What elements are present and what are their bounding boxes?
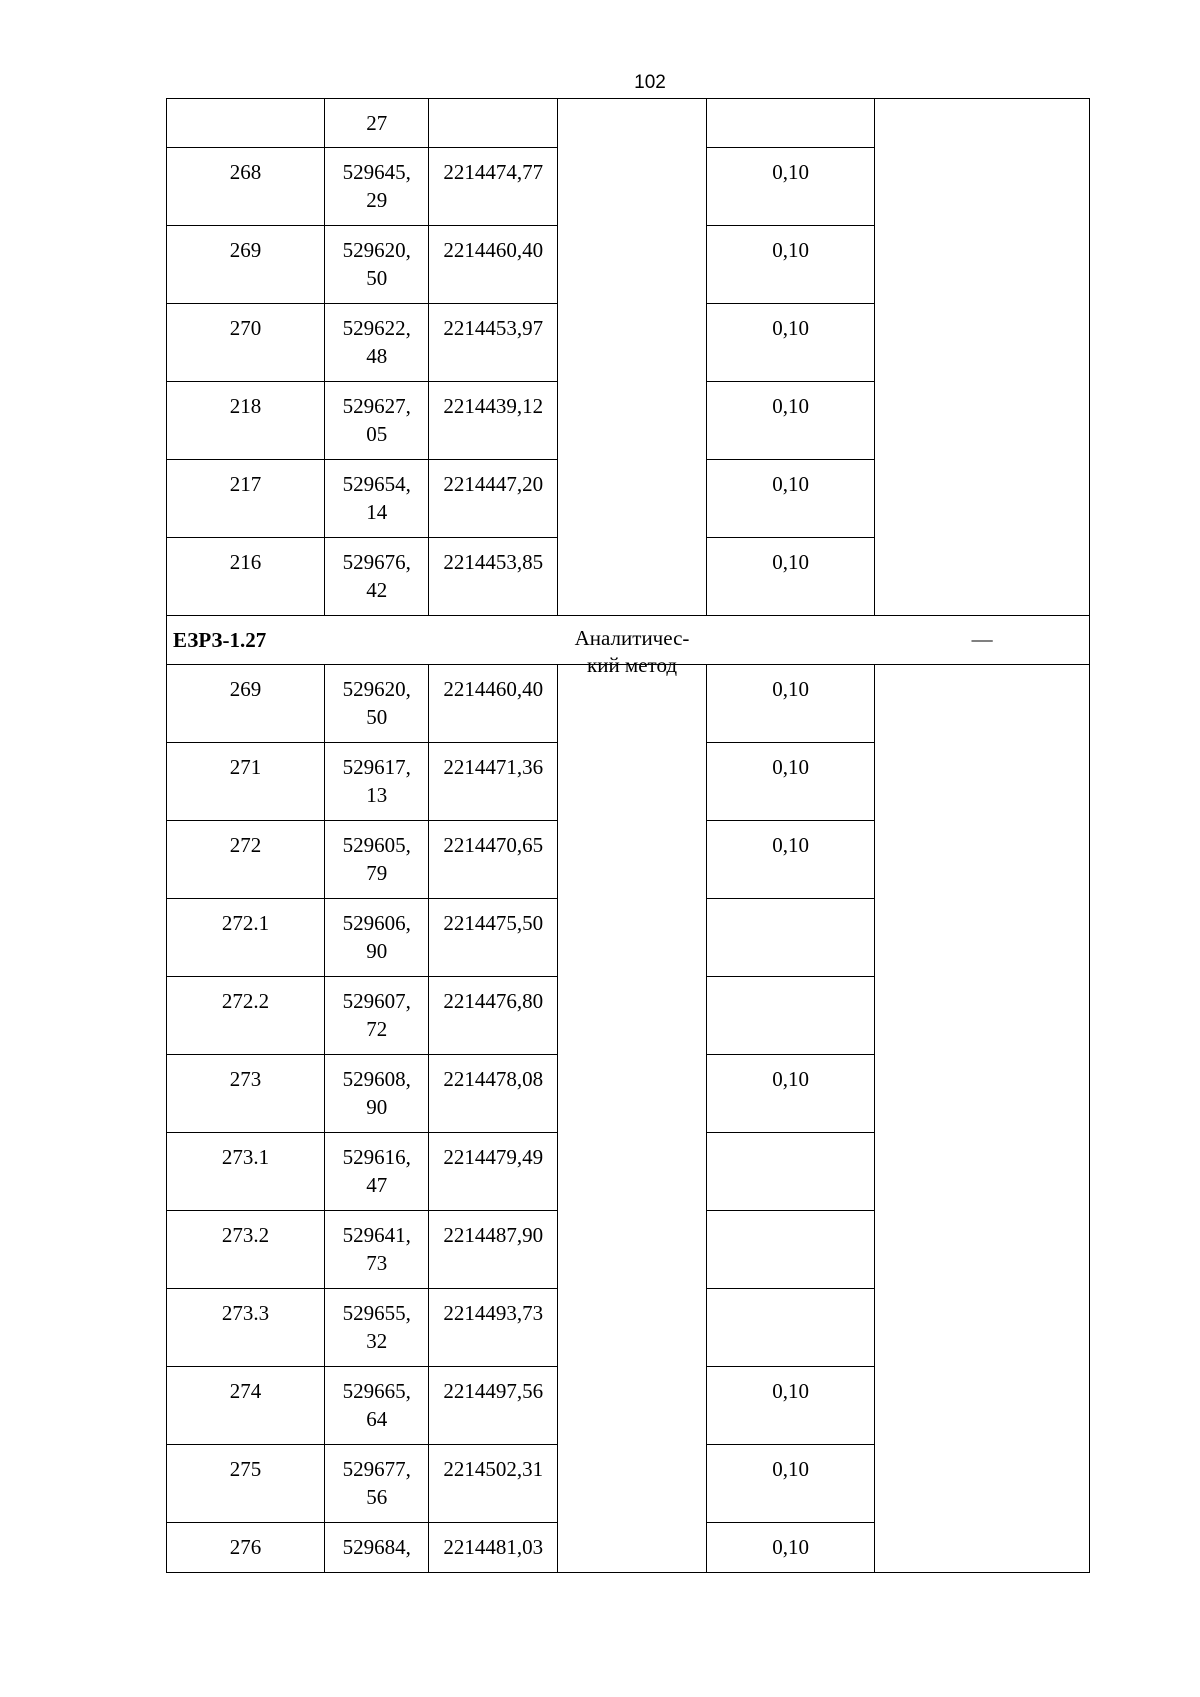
point-number-cell <box>167 99 325 148</box>
point-number-cell: 269 <box>167 665 325 743</box>
precision-cell: 0,10 <box>706 1055 874 1133</box>
x-coordinate-cell: 529616, 47 <box>325 1133 429 1211</box>
precision-cell <box>706 1289 874 1367</box>
point-number-cell: 272.2 <box>167 977 325 1055</box>
x-coordinate-cell: 529655, 32 <box>325 1289 429 1367</box>
table-row <box>167 665 1090 743</box>
y-coordinate-cell: 2214493,73 <box>429 1289 558 1367</box>
y-coordinate-cell: 2214502,31 <box>429 1445 558 1523</box>
method-cell <box>558 99 707 616</box>
x-coordinate-cell: 529627, 05 <box>325 382 429 460</box>
x-coordinate-cell: 529620, 50 <box>325 665 429 743</box>
y-coordinate-cell: 2214497,56 <box>429 1367 558 1445</box>
precision-cell: 0,10 <box>706 538 874 616</box>
point-number-cell: 270 <box>167 304 325 382</box>
y-coordinate-cell: 2214453,97 <box>429 304 558 382</box>
precision-cell: 0,10 <box>706 148 874 226</box>
precision-cell <box>706 977 874 1055</box>
y-coordinate-cell: 2214481,03 <box>429 1523 558 1573</box>
x-coordinate-cell: 529645, 29 <box>325 148 429 226</box>
y-coordinate-cell: 2214453,85 <box>429 538 558 616</box>
x-coordinate-cell: 529622, 48 <box>325 304 429 382</box>
point-number-cell: 218 <box>167 382 325 460</box>
point-number-cell: 272.1 <box>167 899 325 977</box>
x-coordinate-cell: 529605, 79 <box>325 821 429 899</box>
precision-cell: 0,10 <box>706 226 874 304</box>
y-coordinate-cell: 2214479,49 <box>429 1133 558 1211</box>
precision-cell: 0,10 <box>706 665 874 743</box>
point-number-cell: 269 <box>167 226 325 304</box>
precision-cell: 0,10 <box>706 304 874 382</box>
point-number-cell: 268 <box>167 148 325 226</box>
method-text: Аналитичес- кий метод <box>574 626 690 677</box>
y-coordinate-cell: 2214460,40 <box>429 226 558 304</box>
precision-cell: 0,10 <box>706 382 874 460</box>
precision-cell: 0,10 <box>706 460 874 538</box>
point-number-cell: 274 <box>167 1367 325 1445</box>
precision-cell <box>706 1133 874 1211</box>
y-coordinate-cell: 2214474,77 <box>429 148 558 226</box>
point-number-cell: 216 <box>167 538 325 616</box>
precision-cell: 0,10 <box>706 821 874 899</box>
y-coordinate-cell <box>429 99 558 148</box>
precision-cell <box>706 899 874 977</box>
x-coordinate-cell: 529641, 73 <box>325 1211 429 1289</box>
y-coordinate-cell: 2214475,50 <box>429 899 558 977</box>
notes-cell <box>875 99 1090 616</box>
precision-cell <box>706 99 874 148</box>
point-number-cell: 273 <box>167 1055 325 1133</box>
y-coordinate-cell: 2214439,12 <box>429 382 558 460</box>
x-coordinate-cell: 27 <box>325 99 429 148</box>
point-number-cell: 273.1 <box>167 1133 325 1211</box>
x-coordinate-cell: 529608, 90 <box>325 1055 429 1133</box>
x-coordinate-cell: 529654, 14 <box>325 460 429 538</box>
precision-cell: 0,10 <box>706 1445 874 1523</box>
precision-cell: 0,10 <box>706 743 874 821</box>
x-coordinate-cell: 529606, 90 <box>325 899 429 977</box>
x-coordinate-cell: 529607, 72 <box>325 977 429 1055</box>
point-number-cell: 273.3 <box>167 1289 325 1367</box>
coordinates-table <box>166 98 1090 1573</box>
point-number-cell: 271 <box>167 743 325 821</box>
dash-text: — <box>971 627 993 651</box>
y-coordinate-cell: 2214478,08 <box>429 1055 558 1133</box>
precision-cell: 0,10 <box>706 1367 874 1445</box>
x-coordinate-cell: 529620, 50 <box>325 226 429 304</box>
point-number-cell: 217 <box>167 460 325 538</box>
page-number: 102 <box>634 72 666 93</box>
point-number-cell: 275 <box>167 1445 325 1523</box>
point-number-cell: 272 <box>167 821 325 899</box>
x-coordinate-cell: 529617, 13 <box>325 743 429 821</box>
y-coordinate-cell: 2214487,90 <box>429 1211 558 1289</box>
precision-cell <box>706 1211 874 1289</box>
table-row <box>167 99 1090 148</box>
point-number-cell: 273.2 <box>167 1211 325 1289</box>
x-coordinate-cell: 529684, <box>325 1523 429 1573</box>
point-number-cell: 276 <box>167 1523 325 1573</box>
notes-cell <box>875 627 1090 1573</box>
x-coordinate-cell: 529677, 56 <box>325 1445 429 1523</box>
y-coordinate-cell: 2214471,36 <box>429 743 558 821</box>
x-coordinate-cell: 529665, 64 <box>325 1367 429 1445</box>
y-coordinate-cell: 2214470,65 <box>429 821 558 899</box>
precision-cell: 0,10 <box>706 1523 874 1573</box>
section-title: ЕЗРЗ-1.27 <box>173 628 267 652</box>
y-coordinate-cell: 2214460,40 <box>429 665 558 743</box>
y-coordinate-cell: 2214447,20 <box>429 460 558 538</box>
y-coordinate-cell: 2214476,80 <box>429 977 558 1055</box>
method-cell <box>558 626 707 1573</box>
x-coordinate-cell: 529676, 42 <box>325 538 429 616</box>
